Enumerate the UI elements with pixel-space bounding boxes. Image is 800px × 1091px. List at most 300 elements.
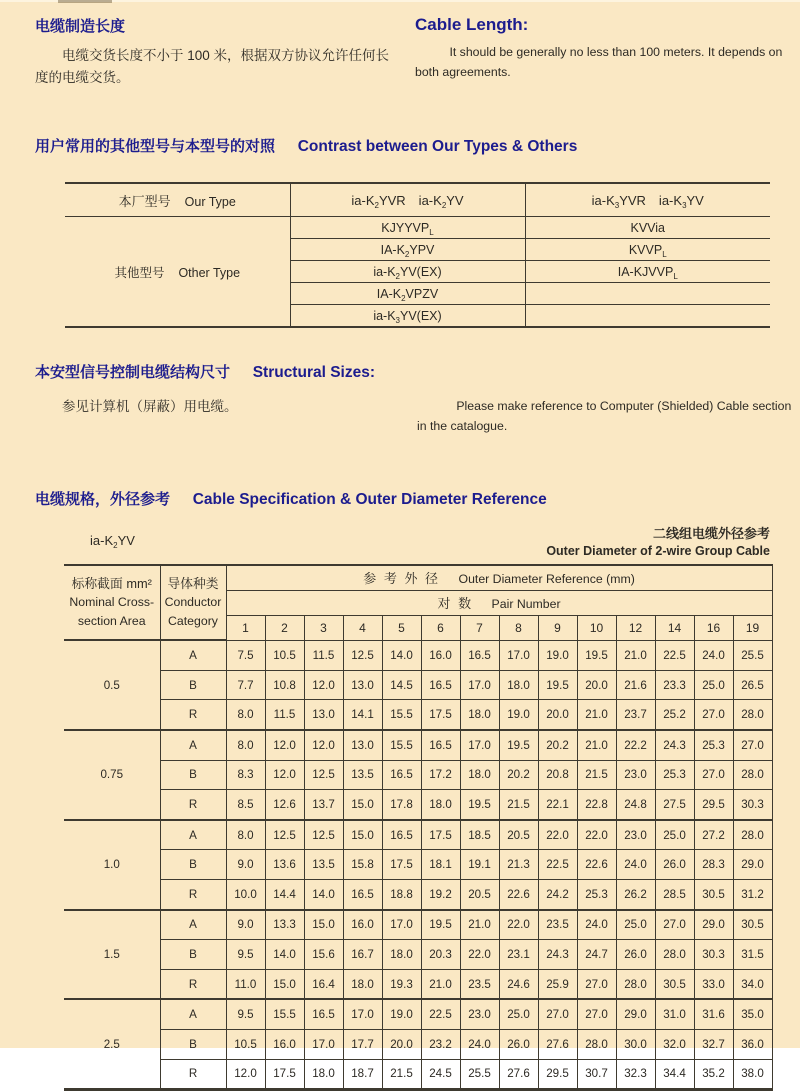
spec-data-row [64,1059,772,1090]
outer-diameter-value: 22.5 [655,640,694,670]
spec-data-row [64,850,772,880]
outer-diameter-value: 15.8 [343,850,382,880]
other-model-cell: $IA-KJVVP_L$ [525,261,770,283]
our-type-label-zh: 本厂型号 [118,193,171,209]
our-type-models-k2: $ia-K_2YVR$ $ia-K_2YV$ [290,183,525,217]
outer-diameter-value: 13.6 [265,850,304,880]
outer-diameter-value: 38.0 [733,1059,772,1090]
outer-diameter-value: 18.0 [382,940,421,970]
outer-diameter-value: 30.3 [694,940,733,970]
outer-diameter-value: 28.5 [655,880,694,910]
outer-diameter-value: 19.0 [499,700,538,730]
conductor-category-cell: B [160,760,226,790]
outer-diameter-value: 21.0 [577,730,616,760]
outer-diameter-value: 11.5 [265,700,304,730]
section-cable-length [0,0,800,88]
outer-diameter-value: 22.5 [421,999,460,1029]
outer-diameter-value: 26.0 [499,1029,538,1059]
outer-diameter-value: 27.6 [499,1059,538,1090]
outer-diameter-value: 18.1 [421,850,460,880]
outer-diameter-value: 30.3 [733,790,772,820]
outer-diameter-value: 18.0 [304,1059,343,1090]
outer-diameter-value: 15.0 [265,969,304,999]
outer-diameter-value: 21.6 [616,670,655,700]
outer-diameter-value: 10.5 [226,1029,265,1059]
outer-diameter-value: 12.5 [304,760,343,790]
pair-number-header-en: Pair Number [491,596,561,611]
other-model-cell [525,305,770,328]
pair-number-cell: 2 [265,615,304,640]
outer-diameter-value: 17.5 [421,700,460,730]
conductor-category-cell: R [160,790,226,820]
outer-diameter-value: 18.0 [499,670,538,700]
outer-diameter-value: 27.0 [538,999,577,1029]
outer-diameter-value: 26.0 [655,850,694,880]
outer-diameter-value: 12.5 [265,820,304,850]
outer-diameter-value: 28.0 [616,969,655,999]
outer-diameter-value: 33.0 [694,969,733,999]
cross-section-cell: 2.5 [64,999,160,1089]
cross-section-cell: 0.5 [64,640,160,730]
our-type-label [65,183,290,217]
outer-diameter-value: 12.0 [304,670,343,700]
outer-diameter-value: 31.2 [733,880,772,910]
outer-diameter-value: 15.6 [304,940,343,970]
outer-diameter-value: 24.0 [460,1029,499,1059]
outer-diameter-value: 28.0 [577,1029,616,1059]
outer-diameter-value: 19.5 [460,790,499,820]
outer-diameter-value: 27.6 [538,1029,577,1059]
contrast-title-en: Contrast between Our Types & Others [297,138,578,156]
spec-data-row [64,670,772,700]
outer-diameter-value: 30.5 [733,910,772,940]
outer-diameter-value: 16.0 [343,910,382,940]
conductor-category-cell: A [160,999,226,1029]
outer-diameter-value: 22.6 [577,850,616,880]
spec-note-zh: 二线组电缆外径参考 [652,525,770,541]
outer-diameter-value: 12.0 [304,730,343,760]
pair-number-cell: 4 [343,615,382,640]
outer-diameter-value: 25.0 [655,820,694,850]
outer-diameter-value: 24.8 [616,790,655,820]
outer-diameter-value: 11.5 [304,640,343,670]
outer-diameter-value: 15.0 [304,910,343,940]
outer-diameter-value: 13.0 [343,730,382,760]
pair-number-cell: 16 [694,615,733,640]
outer-diameter-value: 25.3 [694,730,733,760]
outer-diameter-value: 31.0 [655,999,694,1029]
outer-diameter-value: 25.2 [655,700,694,730]
outer-diameter-value: 18.0 [343,969,382,999]
spec-data-row [64,820,772,850]
conductor-category-cell: R [160,969,226,999]
outer-diameter-value: 32.3 [616,1059,655,1090]
outer-diameter-value: 22.5 [538,850,577,880]
outer-diameter-header [226,565,772,591]
other-model-cell: $ia-K_2YV(EX)$ [290,261,525,283]
outer-diameter-value: 20.0 [538,700,577,730]
col2-line: Conductor [164,595,222,610]
outer-diameter-value: 19.3 [382,969,421,999]
contrast-header-row [65,183,770,217]
outer-diameter-value: 18.8 [382,880,421,910]
outer-diameter-value: 27.2 [694,820,733,850]
outer-diameter-value: 7.5 [226,640,265,670]
outer-diameter-value: 8.0 [226,820,265,850]
outer-diameter-value: 15.5 [265,999,304,1029]
outer-diameter-value: 16.5 [460,640,499,670]
outer-diameter-value: 17.0 [382,910,421,940]
outer-diameter-value: 23.0 [616,760,655,790]
spec-data-row [64,790,772,820]
outer-diameter-value: 25.9 [538,969,577,999]
outer-diameter-value: 24.0 [694,640,733,670]
cable-length-body-zh: 电缆交货长度不小于 100 米，根据双方协议允许任何长度的电缆交货。 [35,48,390,85]
outer-diameter-value: 18.0 [421,790,460,820]
spec-data-row [64,760,772,790]
outer-diameter-value: 24.7 [577,940,616,970]
outer-diameter-value: 34.0 [733,969,772,999]
outer-diameter-value: 16.0 [265,1029,304,1059]
cable-length-body-en: It should be generally no less than 100 meters. It depends on both agreements. [415,45,783,80]
conductor-category-cell: A [160,910,226,940]
type-contrast-table [65,182,770,328]
outer-diameter-value: 21.0 [616,640,655,670]
spec-data-row [64,700,772,730]
pair-number-cell: 12 [616,615,655,640]
outer-diameter-value: 8.3 [226,760,265,790]
outer-diameter-value: 23.0 [616,820,655,850]
outer-diameter-value: 21.0 [421,969,460,999]
outer-diameter-value: 25.0 [694,670,733,700]
outer-diameter-value: 24.2 [538,880,577,910]
outer-diameter-value: 21.0 [577,700,616,730]
outer-diameter-value: 9.5 [226,999,265,1029]
outer-diameter-value: 23.0 [460,999,499,1029]
spec-data-row [64,940,772,970]
outer-diameter-value: 13.7 [304,790,343,820]
outer-diameter-value: 16.5 [421,670,460,700]
spec-section-title [35,483,800,511]
outer-diameter-value: 25.5 [733,640,772,670]
outer-diameter-value: 24.0 [616,850,655,880]
outer-diameter-value: 16.5 [382,820,421,850]
outer-diameter-value: 23.7 [616,700,655,730]
outer-diameter-value: 15.5 [382,700,421,730]
outer-diameter-value: 20.2 [499,760,538,790]
outer-diameter-value: 28.0 [733,820,772,850]
outer-diameter-value: 12.0 [265,760,304,790]
conductor-category-cell: R [160,700,226,730]
outer-diameter-value: 26.5 [733,670,772,700]
our-type-models-k3: $ia-K_3YVR$ $ia-K_3YV$ [525,183,770,217]
outer-diameter-value: 28.0 [733,760,772,790]
outer-diameter-value: 10.8 [265,670,304,700]
outer-diameter-value: 29.0 [616,999,655,1029]
spec-data-row [64,640,772,670]
outer-diameter-value: 27.0 [577,969,616,999]
cable-length-title-zh: 电缆制造长度 [35,18,126,35]
spec-title-en: Cable Specification & Outer Diameter Reference [192,490,547,508]
outer-diameter-header-en: Outer Diameter Reference (mm) [458,571,635,586]
outer-diameter-value: 27.0 [655,910,694,940]
outer-diameter-value: 24.5 [421,1059,460,1090]
outer-diameter-value: 17.5 [265,1059,304,1090]
outer-diameter-value: 19.5 [538,670,577,700]
outer-diameter-value: 25.5 [460,1059,499,1090]
outer-diameter-value: 20.3 [421,940,460,970]
outer-diameter-value: 27.5 [655,790,694,820]
spec-data-row [64,910,772,940]
outer-diameter-value: 30.7 [577,1059,616,1090]
outer-diameter-value: 18.7 [343,1059,382,1090]
outer-diameter-value: 35.0 [733,999,772,1029]
conductor-category-cell: B [160,670,226,700]
outer-diameter-value: 22.0 [538,820,577,850]
outer-diameter-value: 30.5 [694,880,733,910]
structural-body-zh: 参见计算机（屏蔽）用电缆。 [62,399,238,415]
outer-diameter-value: 22.8 [577,790,616,820]
page-edge-highlight [0,0,800,2]
outer-diameter-value: 24.3 [538,940,577,970]
outer-diameter-value: 29.0 [694,910,733,940]
outer-diameter-value: 28.0 [655,940,694,970]
spec-note-en: Outer Diameter of 2-wire Group Cable [546,543,770,558]
spec-notes [546,523,770,558]
outer-diameter-value: 17.2 [421,760,460,790]
outer-diameter-value: 13.5 [343,760,382,790]
spec-title-zh: 电缆规格，外径参考 [35,490,171,508]
outer-diameter-value: 35.2 [694,1059,733,1090]
outer-diameter-value: 18.0 [460,760,499,790]
conductor-category-cell: A [160,730,226,760]
outer-diameter-value: 9.5 [226,940,265,970]
outer-diameter-value: 10.5 [265,640,304,670]
spec-meta-row [90,523,770,558]
structural-body [0,396,800,437]
outer-diameter-value: 36.0 [733,1029,772,1059]
outer-diameter-value: 13.5 [304,850,343,880]
outer-diameter-value: 27.0 [733,730,772,760]
pair-number-header [226,590,772,615]
spec-data-row [64,730,772,760]
outer-diameter-value: 24.3 [655,730,694,760]
pair-number-cell: 6 [421,615,460,640]
conductor-category-cell: R [160,1059,226,1090]
outer-diameter-value: 23.5 [460,969,499,999]
conductor-category-cell: R [160,880,226,910]
outer-diameter-value: 13.0 [343,670,382,700]
conductor-category-cell: A [160,640,226,670]
other-type-label-zh: 其他型号 [114,265,165,280]
outer-diameter-value: 16.5 [343,880,382,910]
other-model-cell: $IA-K_2VPZV$ [290,283,525,305]
outer-diameter-value: 15.5 [382,730,421,760]
outer-diameter-value: 8.0 [226,730,265,760]
outer-diameter-value: 25.0 [616,910,655,940]
outer-diameter-value: 24.0 [577,910,616,940]
outer-diameter-value: 27.0 [577,999,616,1029]
other-model-cell: KVVia [525,217,770,239]
outer-diameter-value: 31.6 [694,999,733,1029]
outer-diameter-value: 32.0 [655,1029,694,1059]
outer-diameter-value: 26.2 [616,880,655,910]
pair-number-cell: 7 [460,615,499,640]
outer-diameter-value: 14.0 [304,880,343,910]
outer-diameter-value: 12.5 [343,640,382,670]
outer-diameter-value: 21.5 [577,760,616,790]
col2-line: 导体种类 [167,575,219,591]
outer-diameter-value: 19.0 [538,640,577,670]
scan-artifact [58,0,112,3]
outer-diameter-value: 29.5 [538,1059,577,1090]
outer-diameter-value: 17.5 [421,820,460,850]
outer-diameter-value: 20.8 [538,760,577,790]
outer-diameter-value: 18.0 [460,700,499,730]
outer-diameter-value: 21.5 [382,1059,421,1090]
outer-diameter-value: 17.0 [460,730,499,760]
outer-diameter-value: 16.5 [382,760,421,790]
pair-number-cell: 10 [577,615,616,640]
other-model-cell: $IA-K_2YPV$ [290,239,525,261]
outer-diameter-value: 21.0 [460,910,499,940]
other-model-cell: $KJYYVP_L$ [290,217,525,239]
structural-body-en: Please make reference to Computer (Shielded) Cable section in the catalogue. [417,399,792,434]
outer-diameter-value: 17.0 [499,640,538,670]
outer-diameter-value: 30.0 [616,1029,655,1059]
outer-diameter-value: 23.5 [538,910,577,940]
col1-line: Nominal Cross- [69,595,155,610]
conductor-category-header [160,565,226,641]
outer-diameter-value: 26.0 [616,940,655,970]
outer-diameter-value: 19.1 [460,850,499,880]
cable-length-title-en: Cable Length: [415,15,529,34]
spec-header-row-1 [64,565,772,591]
outer-diameter-value: 13.3 [265,910,304,940]
outer-diameter-value: 17.7 [343,1029,382,1059]
outer-diameter-value: 17.0 [343,999,382,1029]
structural-title-en: Structural Sizes: [252,364,375,382]
outer-diameter-value: 16.5 [421,730,460,760]
cable-model-label: $ia-K_2YV$ [90,532,135,550]
our-type-label-en: Our Type [184,194,236,209]
outer-diameter-value: 22.1 [538,790,577,820]
outer-diameter-value: 17.5 [382,850,421,880]
other-type-row [65,217,770,239]
outer-diameter-value: 23.2 [421,1029,460,1059]
outer-diameter-value: 10.0 [226,880,265,910]
outer-diameter-value: 20.0 [577,670,616,700]
outer-diameter-value: 25.0 [499,999,538,1029]
outer-diameter-value: 31.5 [733,940,772,970]
pair-number-cell: 3 [304,615,343,640]
outer-diameter-value: 22.0 [460,940,499,970]
outer-diameter-value: 25.3 [655,760,694,790]
outer-diameter-value: 17.0 [460,670,499,700]
outer-diameter-value: 34.4 [655,1059,694,1090]
col1-line: 标称截面 mm² [71,575,152,591]
other-type-label [65,217,290,328]
pair-number-cell: 8 [499,615,538,640]
conductor-category-cell: B [160,850,226,880]
outer-diameter-value: 25.3 [577,880,616,910]
nominal-cross-section-header [64,565,160,641]
conductor-category-cell: A [160,820,226,850]
outer-diameter-value: 19.5 [499,730,538,760]
col1-line: section Area [77,614,146,629]
outer-diameter-value: 15.0 [343,820,382,850]
outer-diameter-value: 28.3 [694,850,733,880]
outer-diameter-value: 16.4 [304,969,343,999]
outer-diameter-value: 24.6 [499,969,538,999]
outer-diameter-value: 16.7 [343,940,382,970]
outer-diameter-value: 7.7 [226,670,265,700]
outer-diameter-value: 20.2 [538,730,577,760]
outer-diameter-value: 9.0 [226,910,265,940]
contrast-title-zh: 用户常用的其他型号与本型号的对照 [35,138,276,156]
outer-diameter-value: 14.0 [382,640,421,670]
outer-diameter-value: 12.0 [226,1059,265,1090]
outer-diameter-value: 16.5 [304,999,343,1029]
outer-diameter-value: 9.0 [226,850,265,880]
other-type-label-en: Other Type [178,265,241,280]
cross-section-cell: 1.5 [64,910,160,1000]
other-model-cell: $KVVP_L$ [525,239,770,261]
outer-diameter-value: 18.5 [460,820,499,850]
outer-diameter-value: 23.3 [655,670,694,700]
outer-diameter-value: 19.2 [421,880,460,910]
outer-diameter-value: 13.0 [304,700,343,730]
outer-diameter-value: 19.5 [577,640,616,670]
outer-diameter-value: 20.5 [460,880,499,910]
outer-diameter-value: 19.5 [421,910,460,940]
spec-data-row [64,999,772,1029]
outer-diameter-value: 22.6 [499,880,538,910]
pair-number-cell: 14 [655,615,694,640]
outer-diameter-value: 30.5 [655,969,694,999]
outer-diameter-value: 12.5 [304,820,343,850]
outer-diameter-value: 22.0 [499,910,538,940]
outer-diameter-value: 19.0 [382,999,421,1029]
outer-diameter-value: 23.1 [499,940,538,970]
outer-diameter-value: 28.0 [733,700,772,730]
outer-diameter-value: 29.5 [694,790,733,820]
outer-diameter-header-zh: 参 考 外 径 [363,570,441,586]
outer-diameter-value: 27.0 [694,760,733,790]
cable-length-en-column [415,15,797,83]
outer-diameter-value: 12.0 [265,730,304,760]
pair-number-cell: 9 [538,615,577,640]
spec-data-row [64,1029,772,1059]
outer-diameter-value: 14.0 [265,940,304,970]
structural-title-zh: 本安型信号控制电缆结构尺寸 [35,364,231,382]
cross-section-cell: 0.75 [64,730,160,820]
outer-diameter-value: 27.0 [694,700,733,730]
outer-diameter-value: 14.4 [265,880,304,910]
outer-diameter-value: 8.5 [226,790,265,820]
pair-number-cell: 1 [226,615,265,640]
outer-diameter-value: 15.0 [343,790,382,820]
pair-number-header-zh: 对 数 [437,595,474,611]
outer-diameter-value: 17.8 [382,790,421,820]
outer-diameter-value: 14.1 [343,700,382,730]
other-model-cell [525,283,770,305]
cross-section-cell: 1.0 [64,820,160,910]
outer-diameter-value: 12.6 [265,790,304,820]
outer-diameter-value: 17.0 [304,1029,343,1059]
outer-diameter-value: 8.0 [226,700,265,730]
outer-diameter-value: 22.0 [577,820,616,850]
